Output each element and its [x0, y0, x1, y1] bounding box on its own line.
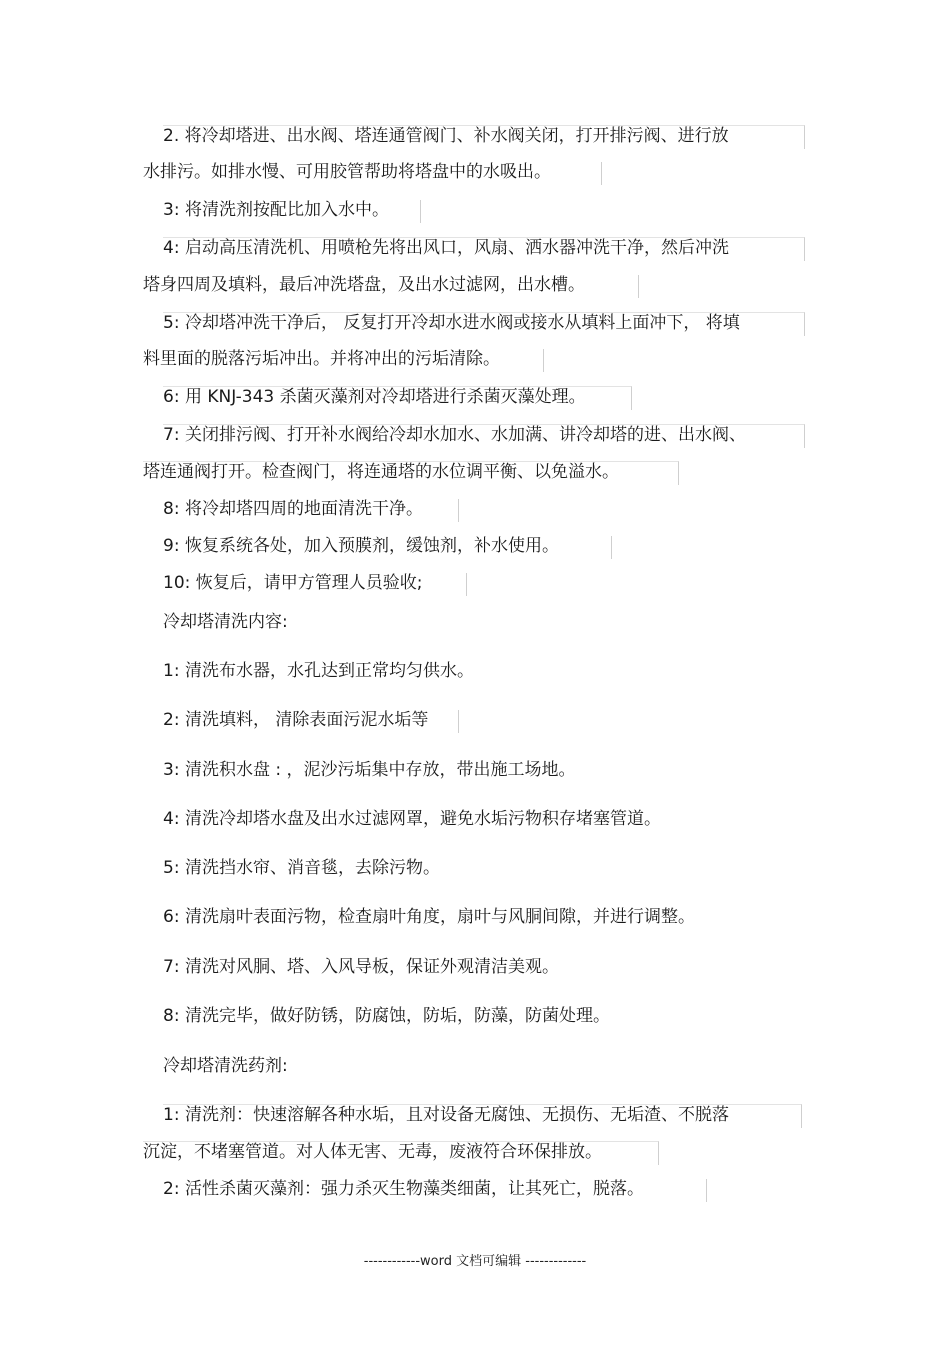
- step-4-line-2: 塔身四周及填料，最后冲洗塔盘，及出水过滤网，出水槽。: [143, 275, 639, 298]
- step-7-line-2: 塔连通阀打开。检查阀门，将连通塔的水位调平衡、以免溢水。: [143, 461, 679, 485]
- step-5-line-1: 5: 冷却塔冲洗干净后， 反复打开冷却水进水阀或接水从填料上面冲下， 将填: [163, 312, 805, 336]
- content-item-8: 8: 清洗完毕，做好防锈，防腐蚀，防垢，防藻，防菌处理。: [163, 1006, 610, 1026]
- step-2-line-1: 2. 将冷却塔进、出水阀、塔连通管阀门、补水阀关闭，打开排污阀、进行放: [163, 125, 805, 149]
- agent-item-1-line-2: 沉淀，不堵塞管道。对人体无害、无毒，废液符合环保排放。: [143, 1141, 659, 1165]
- agent-item-1-line-1: 1: 清洗剂：快速溶解各种水垢，且对设备无腐蚀、无损伤、无垢渣、不脱落: [163, 1104, 802, 1128]
- content-item-2: 2: 清洗填料， 清除表面污泥水垢等: [163, 710, 459, 733]
- agent-item-2: 2: 活性杀菌灭藻剂：强力杀灭生物藻类细菌，让其死亡，脱落。: [163, 1179, 707, 1202]
- step-2-line-2: 水排污。如排水慢、可用胶管帮助将塔盘中的水吸出。: [143, 162, 602, 185]
- step-6: 6: 用 KNJ-343 杀菌灭藻剂对冷却塔进行杀菌灭藻处理。: [163, 386, 632, 410]
- content-heading: 冷却塔清洗内容:: [163, 612, 288, 632]
- content-item-7: 7: 清洗对风胴、塔、入风导板，保证外观清洁美观。: [163, 957, 559, 977]
- step-7-line-1: 7: 关闭排污阀、打开补水阀给冷却水加水、水加满、讲冷却塔的进、出水阀、: [163, 424, 805, 448]
- content-item-3: 3: 清洗积水盘 : ，泥沙污垢集中存放，带出施工场地。: [163, 760, 576, 780]
- step-3: 3: 将清洗剂按配比加入水中。: [163, 200, 421, 223]
- content-item-4: 4: 清洗冷却塔水盘及出水过滤网罩，避免水垢污物积存堵塞管道。: [163, 809, 661, 829]
- step-8: 8: 将冷却塔四周的地面清洗干净。: [163, 499, 459, 522]
- step-10: 10: 恢复后，请甲方管理人员验收;: [163, 573, 467, 596]
- content-item-6: 6: 清洗扇叶表面污物，检查扇叶角度，扇叶与风胴间隙，并进行调整。: [163, 907, 695, 927]
- step-9: 9: 恢复系统各处，加入预膜剂，缓蚀剂，补水使用。: [163, 536, 612, 559]
- page-footer: ------------word 文档可编辑 -------------: [363, 1254, 587, 1269]
- content-item-1: 1: 清洗布水器，水孔达到正常均匀供水。: [163, 661, 474, 681]
- step-4-line-1: 4: 启动高压清洗机、用喷枪先将出风口，风扇、洒水器冲洗干净，然后冲洗: [163, 237, 805, 261]
- agent-heading: 冷却塔清洗药剂:: [163, 1056, 288, 1076]
- content-item-5: 5: 清洗挡水帘、消音毯，去除污物。: [163, 858, 440, 878]
- step-5-line-2: 料里面的脱落污垢冲出。并将冲出的污垢清除。: [143, 349, 544, 372]
